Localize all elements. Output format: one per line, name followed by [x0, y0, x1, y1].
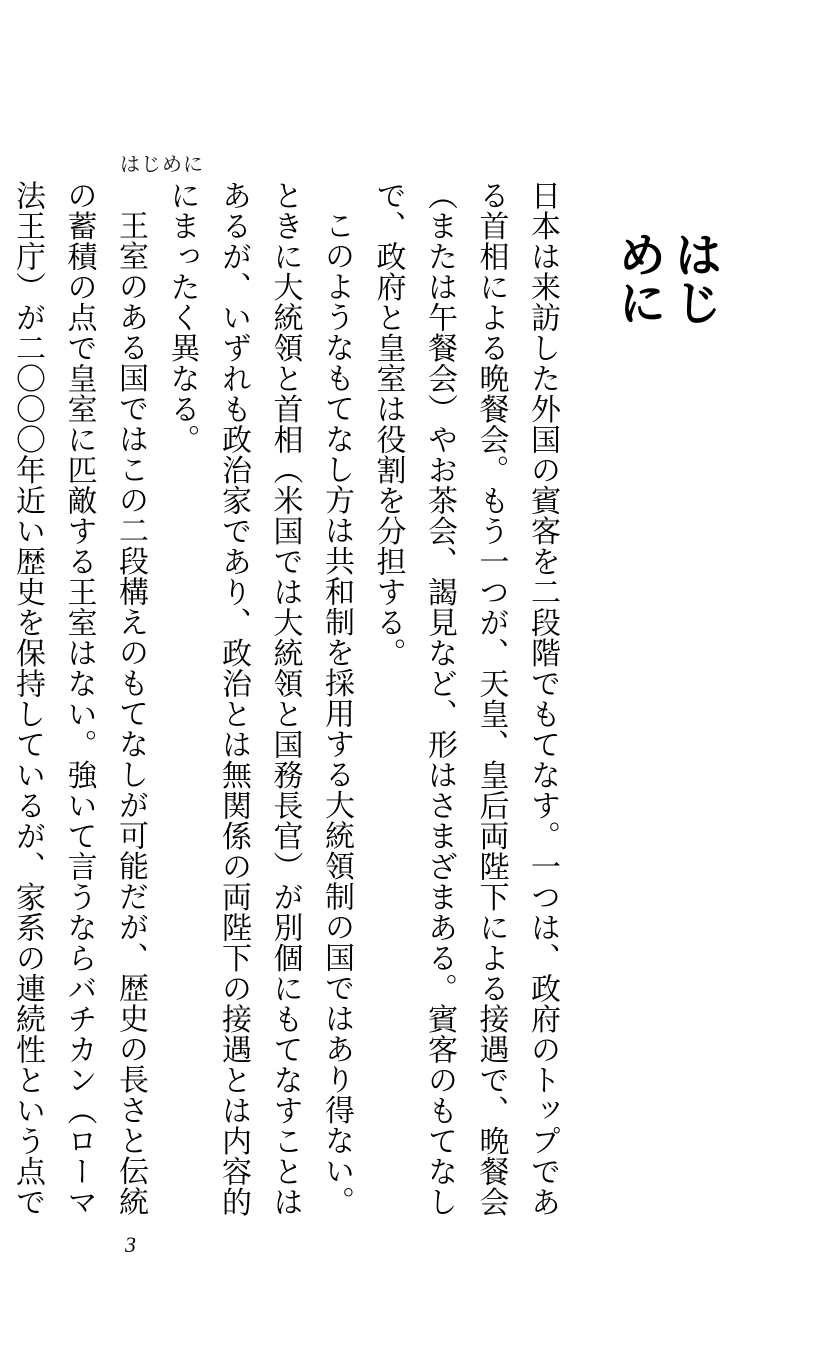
body-text	[10, 180, 630, 1220]
paragraph-3: 王室のある国ではこの二段構えのもてなしが可能だが、歴史の長さと伝統の蓄積の点で皇室に匹敵する王室はない。強いて言うならバチカン（ローマ法王庁）が二〇〇〇年近い歴史を保持しているが、家系の連続性という点で	[10, 180, 148, 1217]
paragraph-1: 日本は来訪した外国の賓客を二段階でもてなす。一つは、政府のトップである首相による晩餐会。もう一つが、天皇、皇后両陛下による接遇で、晩餐会（または午餐会）やお茶会、謁見など、形はさまざまある。賓客のもてなしで、政府と皇室は役割を分担する。	[370, 180, 560, 1217]
paragraph-2: このようなもてなし方は共和制を採用する大統領制の国ではあり得ない。ときに大統領と首相（米国では大統領と国務長官）が別個にもてなすことはあるが、いずれも政治家であり、政治とは無関係の両陛下の接遇とは内容的にまったく異なる。	[164, 180, 354, 1217]
running-head: はじめに	[120, 152, 204, 176]
chapter-title: はじめに	[610, 230, 722, 326]
page-number: 3	[125, 1232, 136, 1257]
